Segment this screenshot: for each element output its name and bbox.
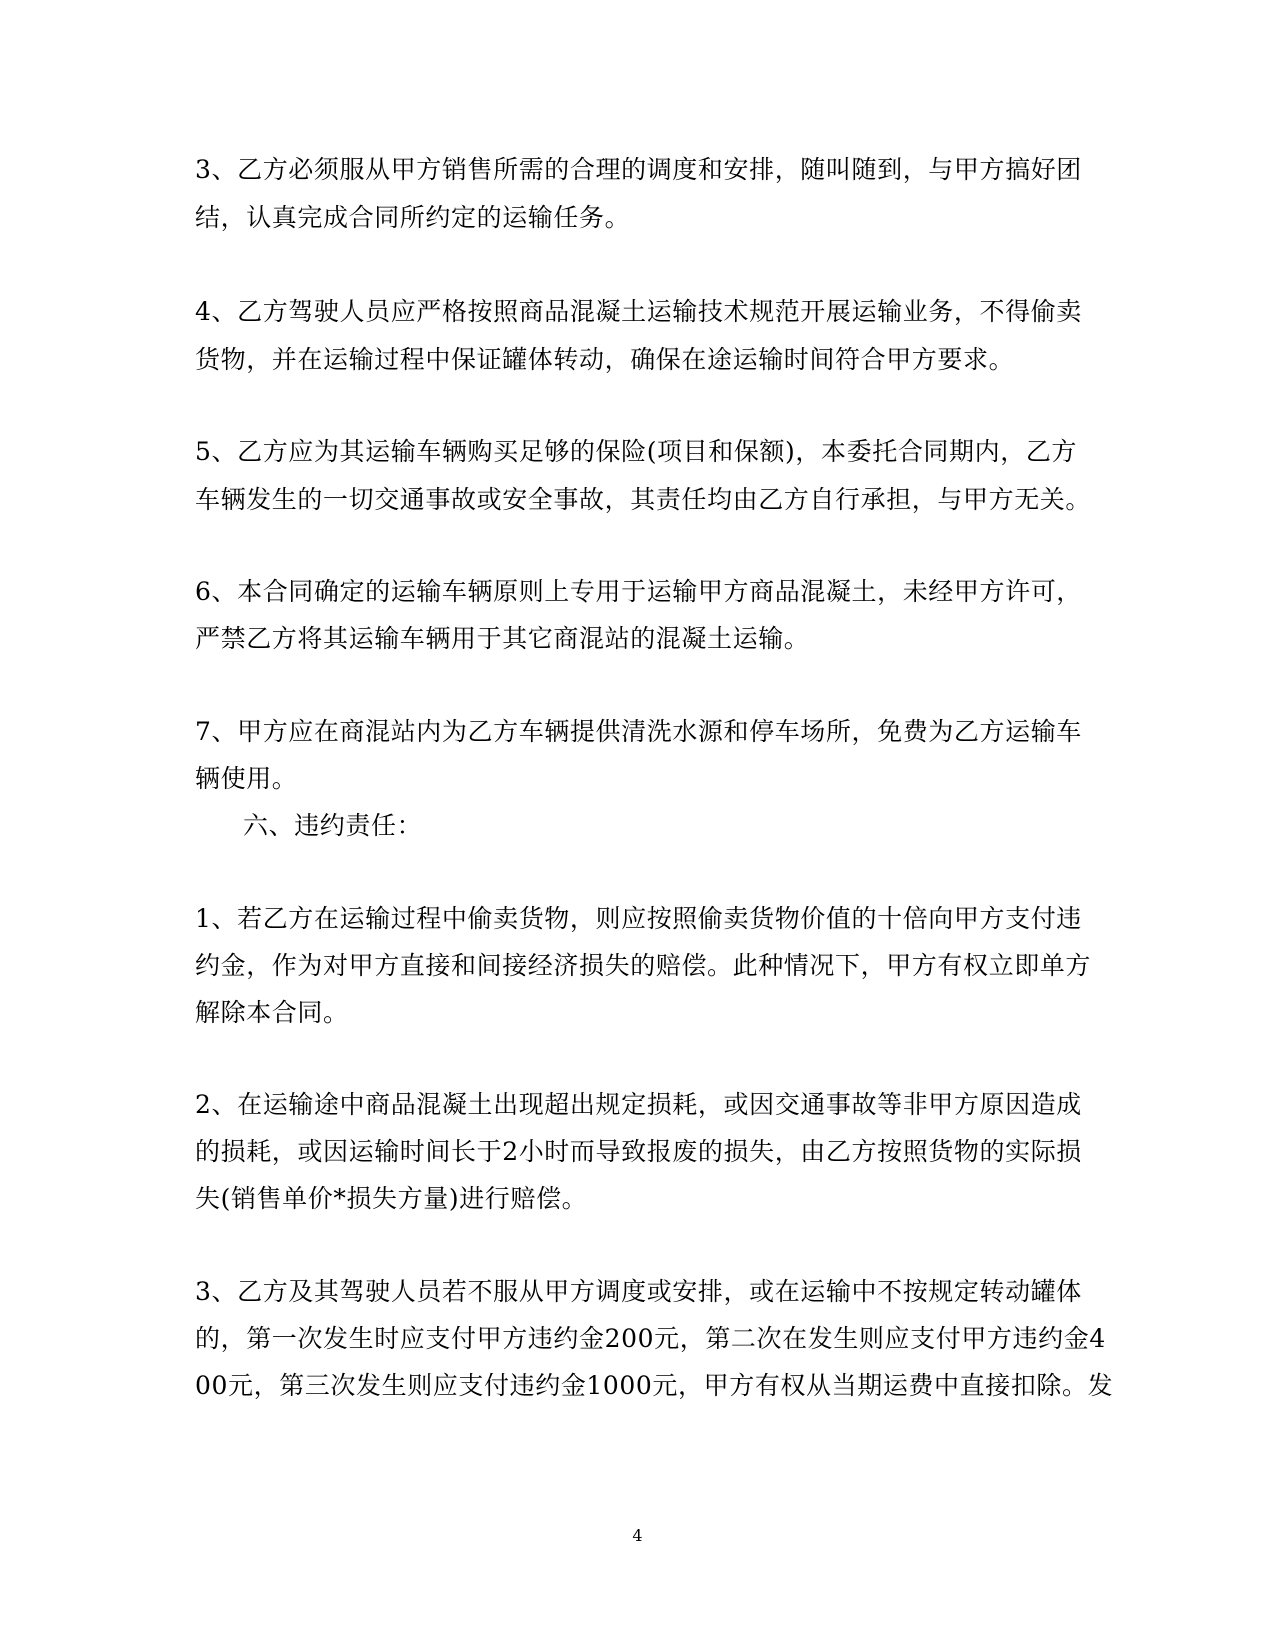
text-line: 车辆发生的一切交通事故或安全事故，其责任均由乙方自行承担，与甲方无关。 bbox=[195, 485, 1092, 514]
text-line: 严禁乙方将其运输车辆用于其它商混站的混凝土运输。 bbox=[195, 624, 810, 653]
text-line: 2、在运输途中商品混凝土出现超出规定损耗，或因交通事故等非甲方原因造成 bbox=[195, 1090, 1082, 1119]
text-line: 辆使用。 bbox=[195, 764, 298, 793]
text-line: 货物，并在运输过程中保证罐体转动，确保在途运输时间符合甲方要求。 bbox=[195, 345, 1015, 374]
text-line: 3、乙方及其驾驶人员若不服从甲方调度或安排，或在运输中不按规定转动罐体 bbox=[195, 1277, 1082, 1306]
text-line: 结，认真完成合同所约定的运输任务。 bbox=[195, 203, 631, 232]
text-line: 7、甲方应在商混站内为乙方车辆提供清洗水源和停车场所，免费为乙方运输车 bbox=[195, 717, 1082, 746]
text-line: 失(销售单价*损失方量)进行赔偿。 bbox=[195, 1184, 588, 1213]
text-line: 约金，作为对甲方直接和间接经济损失的赔偿。此种情况下，甲方有权立即单方 bbox=[195, 951, 1092, 980]
page-number: 4 bbox=[632, 1526, 643, 1545]
text-line: 1、若乙方在运输过程中偷卖货物，则应按照偷卖货物价值的十倍向甲方支付违 bbox=[195, 904, 1082, 933]
text-line: 的损耗，或因运输时间长于2小时而导致报废的损失，由乙方按照货物的实际损 bbox=[195, 1137, 1082, 1166]
text-line: 00元，第三次发生则应支付违约金1000元，甲方有权从当期运费中直接扣除。发 bbox=[195, 1371, 1114, 1400]
text-line: 解除本合同。 bbox=[195, 998, 349, 1027]
text-line: 的，第一次发生时应支付甲方违约金200元，第二次在发生则应支付甲方违约金4 bbox=[195, 1324, 1106, 1353]
text-line: 5、乙方应为其运输车辆购买足够的保险(项目和保额)，本委托合同期内，乙方 bbox=[195, 437, 1078, 466]
text-line: 6、本合同确定的运输车辆原则上专用于运输甲方商品混凝土，未经甲方许可， bbox=[195, 577, 1082, 606]
text-line: 3、乙方必须服从甲方销售所需的合理的调度和安排，随叫随到，与甲方搞好团 bbox=[195, 155, 1082, 184]
section-heading: 六、违约责任： bbox=[243, 811, 423, 840]
text-line: 4、乙方驾驶人员应严格按照商品混凝土运输技术规范开展运输业务，不得偷卖 bbox=[195, 297, 1082, 326]
